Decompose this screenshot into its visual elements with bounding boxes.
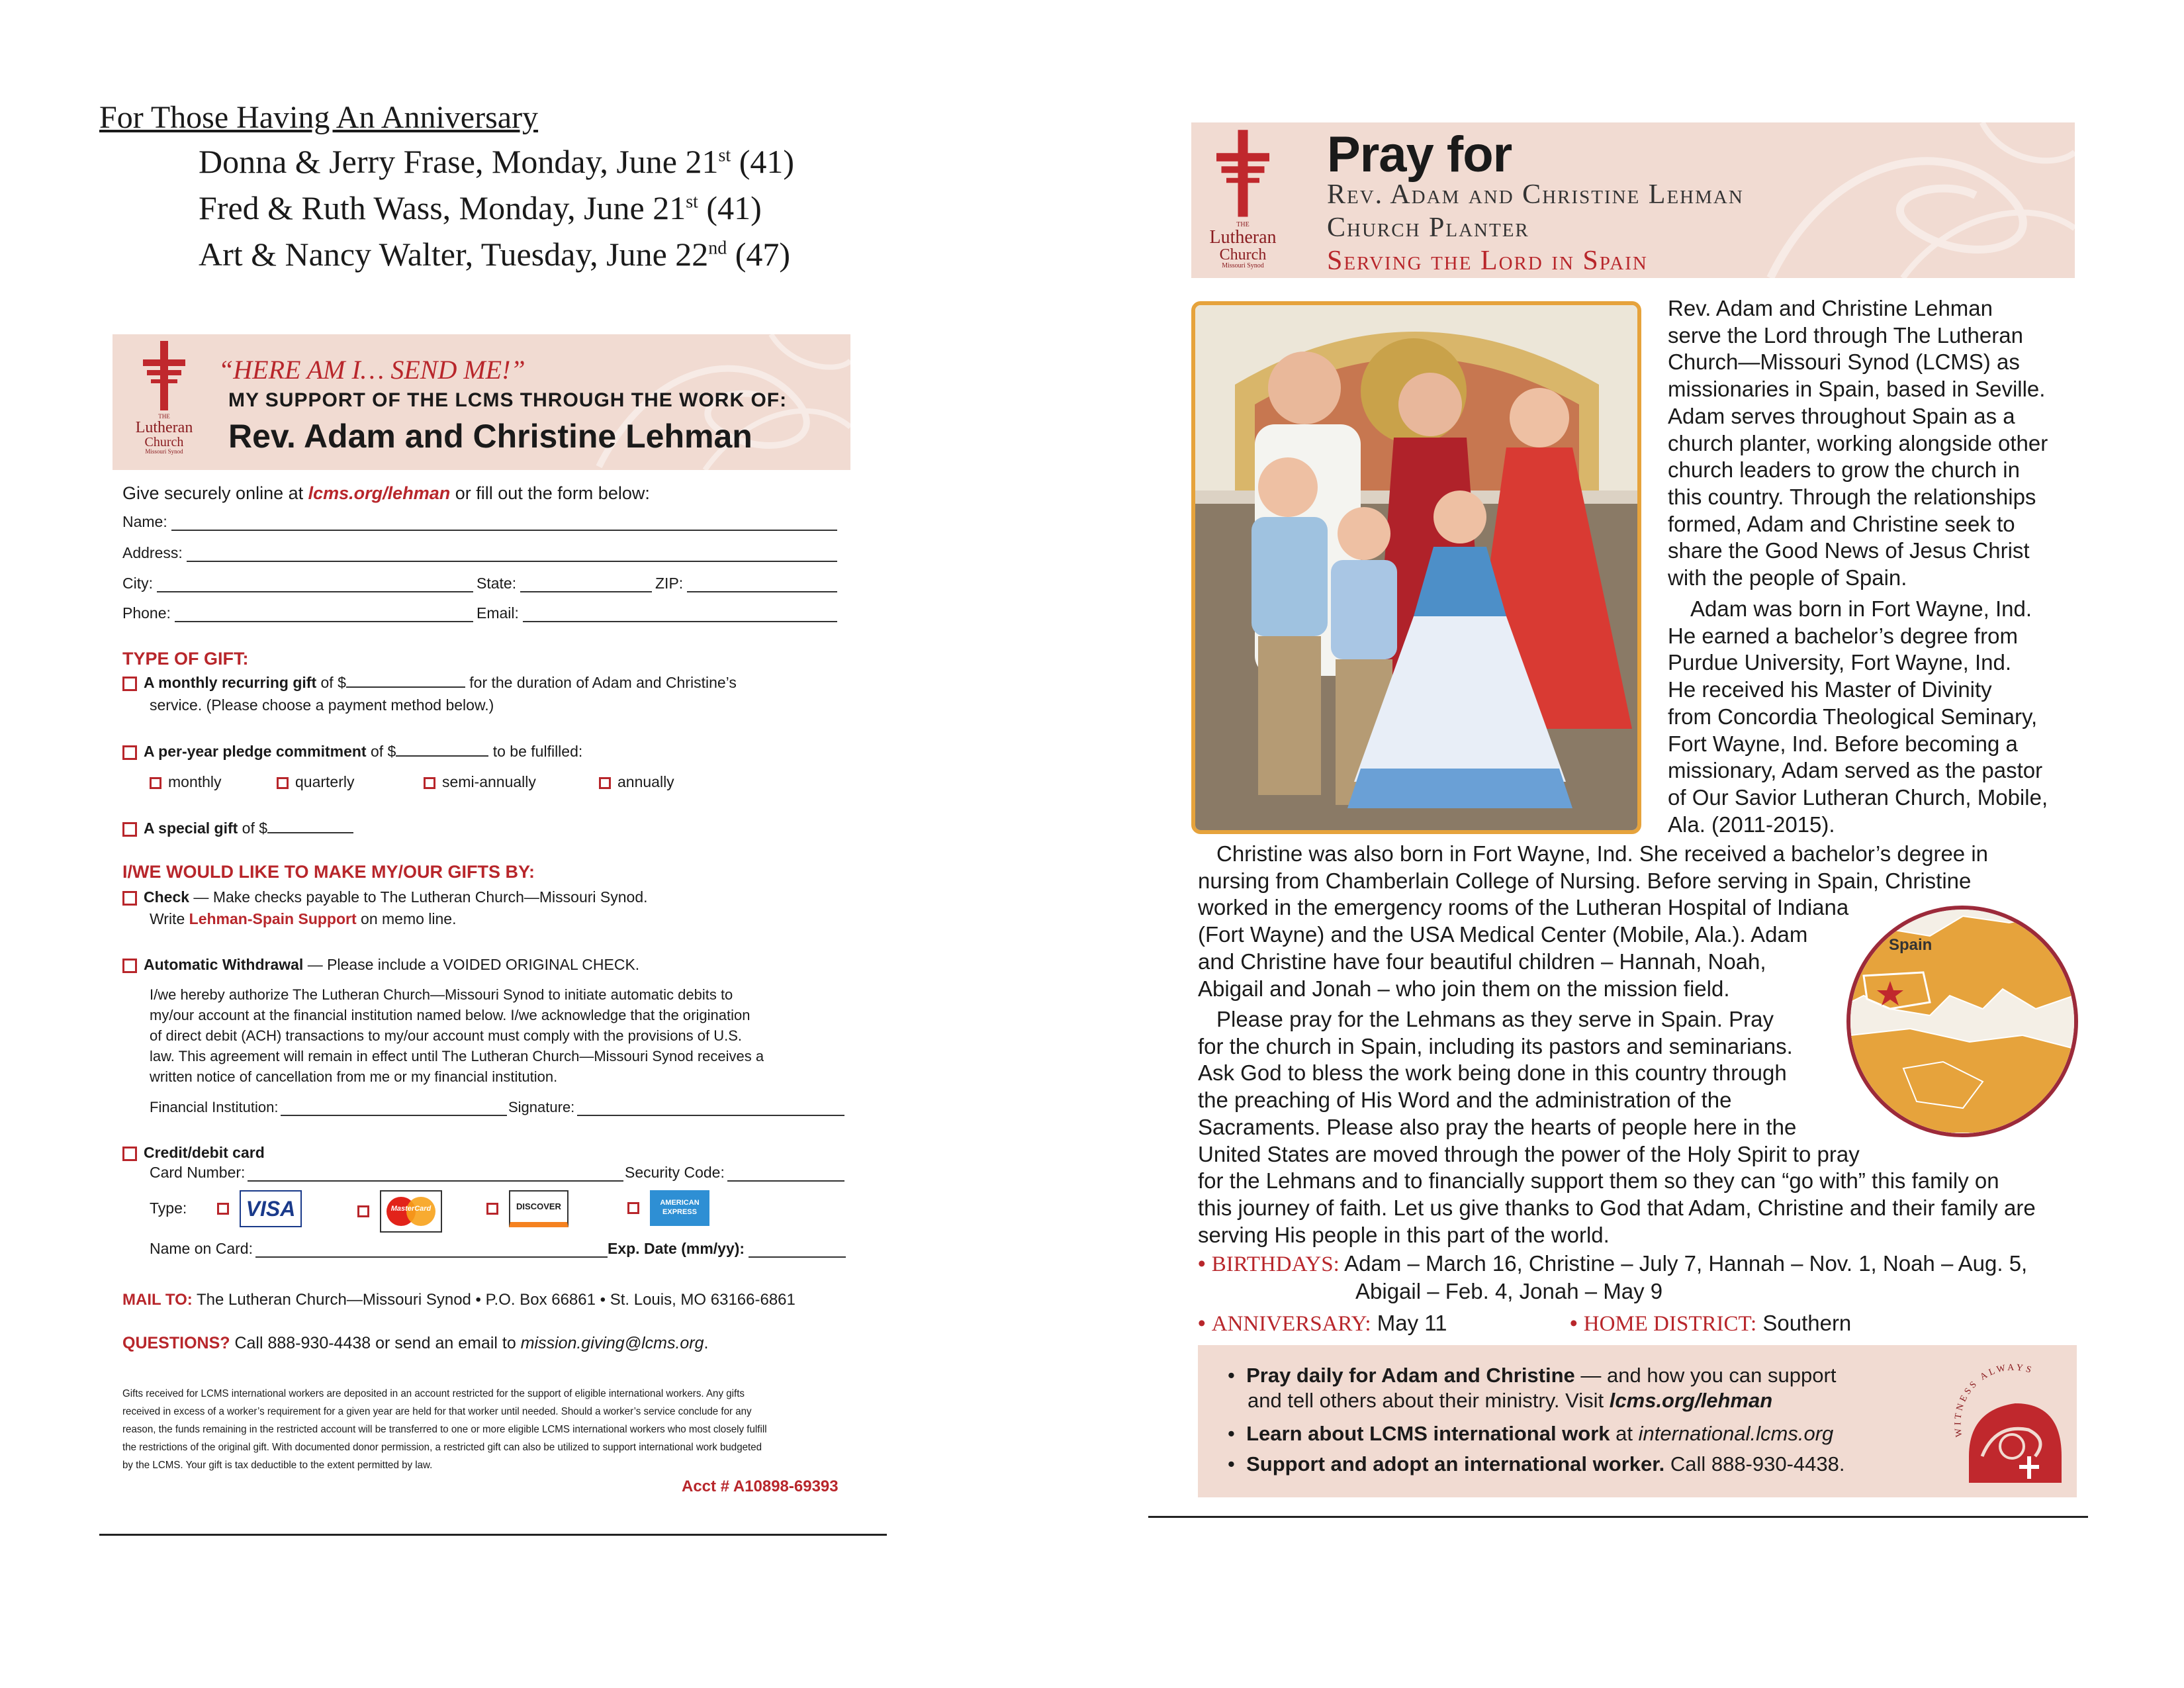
swirl-decoration	[1731, 122, 2075, 278]
frequency-monthly[interactable]: monthly	[150, 773, 222, 791]
frequency-annually[interactable]: annually	[599, 773, 674, 791]
frequency-semi-annually[interactable]: semi-annually	[424, 773, 536, 791]
form-missionary-name: Rev. Adam and Christine Lehman	[228, 418, 752, 455]
svg-text:WITNESS ALWAYS: WITNESS ALWAYS	[1953, 1362, 2035, 1438]
logo-church: Church	[144, 435, 184, 449]
pray-subtitle-role: Church Planter	[1327, 212, 1529, 243]
logo-lutheran: Lutheran	[135, 419, 193, 436]
monthly-gift-checkbox[interactable]	[122, 677, 137, 691]
lehman-link[interactable]: lcms.org/lehman	[1609, 1389, 1773, 1412]
anniversary-title: For Those Having An Anniversary	[99, 100, 539, 135]
checkbox-icon	[627, 1202, 639, 1214]
seal-icon	[1942, 1357, 2068, 1489]
special-gift-option[interactable]: A special gift of $	[122, 820, 353, 837]
birthdays-line: • BIRTHDAYS: Adam – March 16, Christine – July 7, Hannah – Nov. 1, Noah – Aug. 5,	[1198, 1251, 2028, 1276]
check-checkbox[interactable]	[122, 891, 137, 906]
card-type-label: Type:	[150, 1199, 187, 1217]
pledge-option[interactable]: A per-year pledge commitment of $ to be fulfilled:	[122, 743, 582, 761]
visa-logo: VISA	[240, 1190, 302, 1227]
cross-icon	[138, 341, 191, 414]
family-photo-illustration	[1195, 305, 1637, 830]
pray-for-title: Pray for	[1327, 126, 1512, 183]
auto-withdrawal-checkbox[interactable]	[122, 959, 137, 973]
checkbox-icon	[217, 1203, 229, 1215]
form-tagline: “HERE AM I… SEND ME!”	[218, 355, 525, 385]
form-support-heading: MY SUPPORT OF THE LCMS THROUGH THE WORK OF:	[228, 389, 788, 411]
state-field[interactable]: State:	[477, 575, 652, 592]
anniversary-entry: Fred & Ruth Wass, Monday, June 21st (41)	[199, 189, 762, 226]
checkbox-icon	[599, 777, 611, 789]
questions-line: QUESTIONS? Call 888-930-4438 or send an email to mission.giving@lcms.org.	[122, 1334, 709, 1352]
financial-institution-field[interactable]: Financial Institution:	[150, 1099, 507, 1116]
amex-logo: AMERICAN EXPRESS	[650, 1190, 709, 1226]
signature-field[interactable]: Signature:	[508, 1099, 844, 1116]
christine-bio-paragraph: Christine was also born in Fort Wayne, Ind. She received a bachelor’s degree in nursing from Chamberlain College of Nursing. Before serving in Spain, Christine worked in the emergency rooms of the Lutheran Hospital of Indiana (Fort Wayne) and the USA Medical Center (Mobile, Ala.). Adam and Christine have four beautiful children – Hannah, Noah, Abigail and Jonah – who join them on the mission field.	[1198, 841, 1989, 1001]
international-link[interactable]: international.lcms.org	[1638, 1422, 1834, 1445]
email-link[interactable]: mission.giving@lcms.org	[520, 1334, 704, 1352]
checkbox-icon	[357, 1205, 369, 1217]
city-field[interactable]: City:	[122, 575, 473, 592]
auto-withdrawal-option[interactable]: Automatic Withdrawal — Please include a VOIDED ORIGINAL CHECK.	[122, 956, 639, 974]
checkbox-icon	[486, 1203, 498, 1215]
discover-logo: DISCOVER	[509, 1190, 569, 1227]
witness-always-seal	[1942, 1357, 2068, 1489]
phone-field[interactable]: Phone:	[122, 604, 473, 622]
logo-synod: Missouri Synod	[145, 448, 183, 455]
pray-subtitle-names: Rev. Adam and Christine Lehman	[1327, 179, 1744, 210]
ach-authorization-text: I/we hereby authorize The Lutheran Church—Missouri Synod to initiate automatic debits to my/our account at the financial institution named below. I/we acknowledge that the origination of direct debit (ACH) transactions to my/our account must comply with the provisions of U.S. law. This agreement will remain in effect until The Lutheran Church—Missouri Synod receives a written notice of cancellation from me or my financial institution.	[150, 986, 764, 1085]
card-visa[interactable]	[217, 1190, 302, 1227]
card-number-field[interactable]: Card Number:	[150, 1164, 623, 1182]
footer-item-learn: • Learn about LCMS international work at international.lcms.org	[1228, 1422, 1834, 1445]
email-field[interactable]: Email:	[477, 604, 837, 622]
checkbox-icon	[277, 777, 289, 789]
name-on-card-field[interactable]: Name on Card:	[150, 1240, 608, 1258]
name-field[interactable]: Name:	[122, 513, 837, 531]
intro-paragraph: Rev. Adam and Christine Lehman serve the Lord through The Lutheran Church—Missouri Synod (LCMS) as missionaries in Spain, based in Seville. Adam serves throughout Spain as a church planter, working alongside other church leaders to grow the church in this country. Through the relationships formed, Adam and Christine seek to share the Good News of Jesus Christ with the people of Spain.	[1668, 296, 2048, 590]
check-memo-note: Write Lehman-Spain Support on memo line.	[150, 910, 457, 927]
fine-print: Gifts received for LCMS international workers are deposited in an account restricted for the support of eligible international workers. Any gifts received in excess of a worker’s requirement for a given year are held for that worker until needed. Should a worker’s service conclude for any reason, the funds remaining in the restricted account will be transferred to one or more eligible LCMS international workers who most closely fulfill the restrictions of the original gift. With documented donor permission, a restricted gift can also be utilized to support international work budgeted by the LCMS. Your gift is tax deductible to the extent permitted by law.	[122, 1388, 767, 1471]
pray-subtitle-location: Serving the Lord in Spain	[1327, 246, 1648, 276]
logo-the: THE	[158, 413, 170, 420]
lcms-logo	[1197, 129, 1289, 269]
card-mastercard[interactable]	[357, 1190, 442, 1233]
frequency-quarterly[interactable]: quarterly	[277, 773, 354, 791]
account-number: Acct # A10898-69393	[682, 1477, 839, 1495]
monthly-gift-note: service. (Please choose a payment method below.)	[150, 696, 494, 714]
footer-item-support: • Support and adopt an international worker. Call 888-930-4438.	[1228, 1452, 1845, 1476]
home-district-line: • HOME DISTRICT: Southern	[1570, 1311, 1852, 1336]
anniversary-entry: Donna & Jerry Frase, Monday, June 21st (41)	[199, 143, 794, 180]
card-checkbox[interactable]	[122, 1147, 137, 1161]
birthdays-line-2: Abigail – Feb. 4, Jonah – May 9	[1355, 1279, 1663, 1303]
give-link[interactable]: lcms.org/lehman	[308, 483, 451, 503]
zip-field[interactable]: ZIP:	[655, 575, 837, 592]
monthly-gift-option[interactable]: A monthly recurring gift of $ for the duration of Adam and Christine’s	[122, 674, 737, 692]
left-divider	[99, 1534, 887, 1536]
checkbox-icon	[424, 777, 435, 789]
map-label-spain: Spain	[1889, 936, 1933, 954]
anniversary-line: • ANNIVERSARY: May 11	[1198, 1311, 1447, 1336]
adam-bio-paragraph: Adam was born in Fort Wayne, Ind. He earned a bachelor’s degree from Purdue University, Fort Wayne, Ind. He received his Master of Divinity from Concordia Theological Seminary, Fort Wayne, Ind. Before becoming a missionary, Adam served as the pastor of Our Savior Lutheran Church, Mobile, Ala. (2011-2015).	[1668, 596, 2048, 837]
checkbox-icon	[150, 777, 161, 789]
anniversary-entry: Art & Nancy Walter, Tuesday, June 22nd (47)	[199, 236, 791, 273]
logo-synod: Missouri Synod	[1222, 262, 1264, 269]
card-discover[interactable]	[486, 1190, 569, 1227]
special-gift-checkbox[interactable]	[122, 822, 137, 837]
security-code-field[interactable]: Security Code:	[625, 1164, 844, 1182]
payment-method-heading: I/WE WOULD LIKE TO MAKE MY/OUR GIFTS BY:	[122, 862, 535, 882]
footer-item-pray-2: and tell others about their ministry. Visit lcms.org/lehman	[1248, 1389, 1773, 1412]
lcms-logo	[124, 341, 204, 455]
check-option[interactable]: Check — Make checks payable to The Lutheran Church—Missouri Synod.	[122, 888, 648, 906]
give-online-text: Give securely online at lcms.org/lehman or fill out the form below:	[122, 483, 650, 503]
mastercard-logo: MasterCard	[380, 1190, 442, 1233]
logo-church: Church	[1219, 246, 1267, 263]
right-divider	[1148, 1516, 2088, 1518]
logo-the: THE	[1236, 221, 1250, 228]
family-photo	[1191, 301, 1641, 834]
exp-date-field[interactable]: Exp. Date (mm/yy):	[608, 1240, 846, 1258]
mail-to-line: MAIL TO: The Lutheran Church—Missouri Synod • P.O. Box 66861 • St. Louis, MO 63166-6861	[122, 1291, 796, 1309]
card-amex[interactable]	[627, 1190, 709, 1226]
address-field[interactable]: Address:	[122, 544, 837, 562]
prayer-request-paragraph: Please pray for the Lehmans as they serve in Spain. Pray for the church in Spain, including its pastors and seminarians. Ask God to bless the work being done in this country through the preaching of His Word and the administration of the Sacraments. Please also pray the hearts of people here in the United States are moved through the power of the Holy Spirit to pray for the Lehmans and to financially support them so they can “go with” this family on this journey of faith. Let us give thanks to God that Adam, Christine and their family are serving His people in this part of the world.	[1198, 1007, 2036, 1247]
cross-icon	[1210, 129, 1276, 222]
card-option[interactable]: Credit/debit card	[122, 1144, 265, 1162]
logo-lutheran: Lutheran	[1209, 227, 1277, 248]
type-of-gift-heading: TYPE OF GIFT:	[122, 649, 249, 669]
footer-item-pray: • Pray daily for Adam and Christine — and how you can support	[1228, 1364, 1837, 1387]
pledge-checkbox[interactable]	[122, 745, 137, 760]
